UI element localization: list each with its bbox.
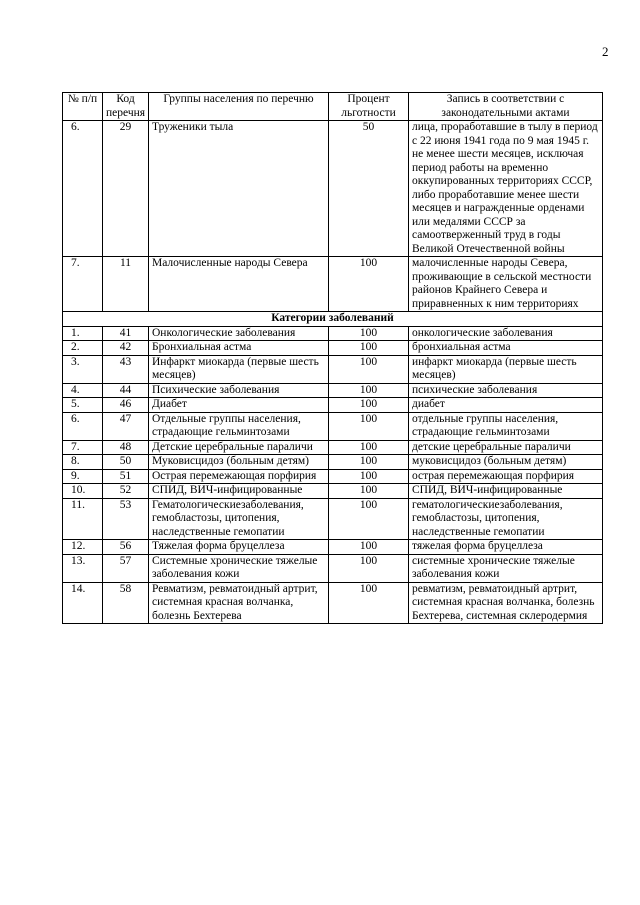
header-record: Запись в соответствии с законодательными актами [409,93,603,121]
cell-record: онкологические заболевания [409,326,603,341]
cell-group: Острая перемежающая порфирия [149,469,329,484]
cell-code: 43 [103,355,149,383]
table-row [63,498,603,540]
cell-record: СПИД, ВИЧ-инфицированные [409,484,603,499]
table-body-top [63,121,603,312]
cell-code: 47 [103,412,149,440]
header-num: № п/п [63,93,103,121]
cell-num: 2. [63,341,103,356]
cell-record: тяжелая форма бруцеллеза [409,540,603,555]
cell-group: Системные хронические тяжелые заболевания кожи [149,554,329,582]
cell-num: 8. [63,455,103,470]
cell-record: отдельные группы населения, страдающие гельминтозами [409,412,603,440]
benefits-table [62,92,603,624]
section-title: Категории заболеваний [63,312,603,327]
cell-percent: 100 [329,257,409,312]
cell-num: 7. [63,440,103,455]
cell-group: Гематологическиезаболевания, гемобластозы, цитопения, наследственные гемопатии [149,498,329,540]
cell-percent: 100 [329,440,409,455]
cell-group: Онкологические заболевания [149,326,329,341]
cell-percent: 100 [329,554,409,582]
cell-record: детские церебральные параличи [409,440,603,455]
table-row [63,412,603,440]
table-row [63,257,603,312]
table-body-bottom [63,326,603,624]
cell-group: Малочисленные народы Севера [149,257,329,312]
cell-record: системные хронические тяжелые заболевания кожи [409,554,603,582]
cell-code: 51 [103,469,149,484]
cell-num: 3. [63,355,103,383]
header-group: Группы населения по перечню [149,93,329,121]
cell-num: 1. [63,326,103,341]
cell-group: Диабет [149,398,329,413]
cell-group: Психические заболевания [149,383,329,398]
cell-record: малочисленные народы Севера, проживающие в сельской местности районов Крайнего Севера и приравненных к ним территориях [409,257,603,312]
cell-record: гематологическиезаболевания, гемобластозы, цитопения, наследственные гемопатии [409,498,603,540]
cell-code: 52 [103,484,149,499]
cell-record: инфаркт миокарда (первые шесть месяцев) [409,355,603,383]
table-row [63,121,603,257]
header-code: Код перечня [103,93,149,121]
table-row [63,355,603,383]
cell-num: 13. [63,554,103,582]
cell-code: 46 [103,398,149,413]
cell-record: лица, проработавшие в тылу в период с 22 июня 1941 года по 9 мая 1945 г. не менее шести месяцев, исключая период работы на временно оккупированных территориях СССР, либо проработавшие менее шести месяцев и награжденные орденами или медалями СССР за самоотверженный труд в годы Великой Отечественной войны [409,121,603,257]
page-number: 2 [602,44,609,59]
cell-record: острая перемежающая порфирия [409,469,603,484]
cell-num: 5. [63,398,103,413]
table-row [63,341,603,356]
cell-group: Детские церебральные параличи [149,440,329,455]
cell-group: Муковисцидоз (больным детям) [149,455,329,470]
cell-percent: 100 [329,412,409,440]
cell-code: 57 [103,554,149,582]
cell-percent: 100 [329,355,409,383]
cell-num: 4. [63,383,103,398]
cell-code: 41 [103,326,149,341]
section-row [63,312,603,327]
cell-code: 11 [103,257,149,312]
cell-num: 14. [63,582,103,624]
cell-percent: 50 [329,121,409,257]
cell-code: 50 [103,455,149,470]
cell-percent: 100 [329,484,409,499]
table-row [63,398,603,413]
cell-percent: 100 [329,326,409,341]
cell-percent: 100 [329,341,409,356]
cell-code: 53 [103,498,149,540]
table-row [63,383,603,398]
table-row [63,540,603,555]
header-percent: Процент льготности [329,93,409,121]
cell-percent: 100 [329,398,409,413]
cell-code: 48 [103,440,149,455]
table-row [63,455,603,470]
table-row [63,554,603,582]
cell-code: 44 [103,383,149,398]
table-header-row [63,93,603,121]
cell-num: 10. [63,484,103,499]
cell-code: 58 [103,582,149,624]
cell-record: муковисцидоз (больным детям) [409,455,603,470]
cell-percent: 100 [329,469,409,484]
cell-record: ревматизм, ревматоидный артрит, системная красная волчанка, болезнь Бехтерева, системная склеродермия [409,582,603,624]
cell-num: 7. [63,257,103,312]
cell-group: Труженики тыла [149,121,329,257]
cell-percent: 100 [329,582,409,624]
cell-percent: 100 [329,540,409,555]
cell-group: Ревматизм, ревматоидный артрит, системная красная волчанка, болезнь Бехтерева [149,582,329,624]
cell-group: Тяжелая форма бруцеллеза [149,540,329,555]
table-row [63,484,603,499]
cell-num: 12. [63,540,103,555]
table-row [63,326,603,341]
cell-percent: 100 [329,498,409,540]
cell-code: 42 [103,341,149,356]
cell-num: 11. [63,498,103,540]
cell-num: 6. [63,121,103,257]
cell-num: 6. [63,412,103,440]
cell-record: психические заболевания [409,383,603,398]
table-row [63,582,603,624]
cell-group: Инфаркт миокарда (первые шесть месяцев) [149,355,329,383]
cell-percent: 100 [329,383,409,398]
cell-group: СПИД, ВИЧ-инфицированные [149,484,329,499]
cell-group: Бронхиальная астма [149,341,329,356]
cell-percent: 100 [329,455,409,470]
cell-num: 9. [63,469,103,484]
cell-code: 56 [103,540,149,555]
cell-record: диабет [409,398,603,413]
cell-group: Отдельные группы населения, страдающие гельминтозами [149,412,329,440]
table-row [63,440,603,455]
cell-code: 29 [103,121,149,257]
cell-record: бронхиальная астма [409,341,603,356]
table-row [63,469,603,484]
